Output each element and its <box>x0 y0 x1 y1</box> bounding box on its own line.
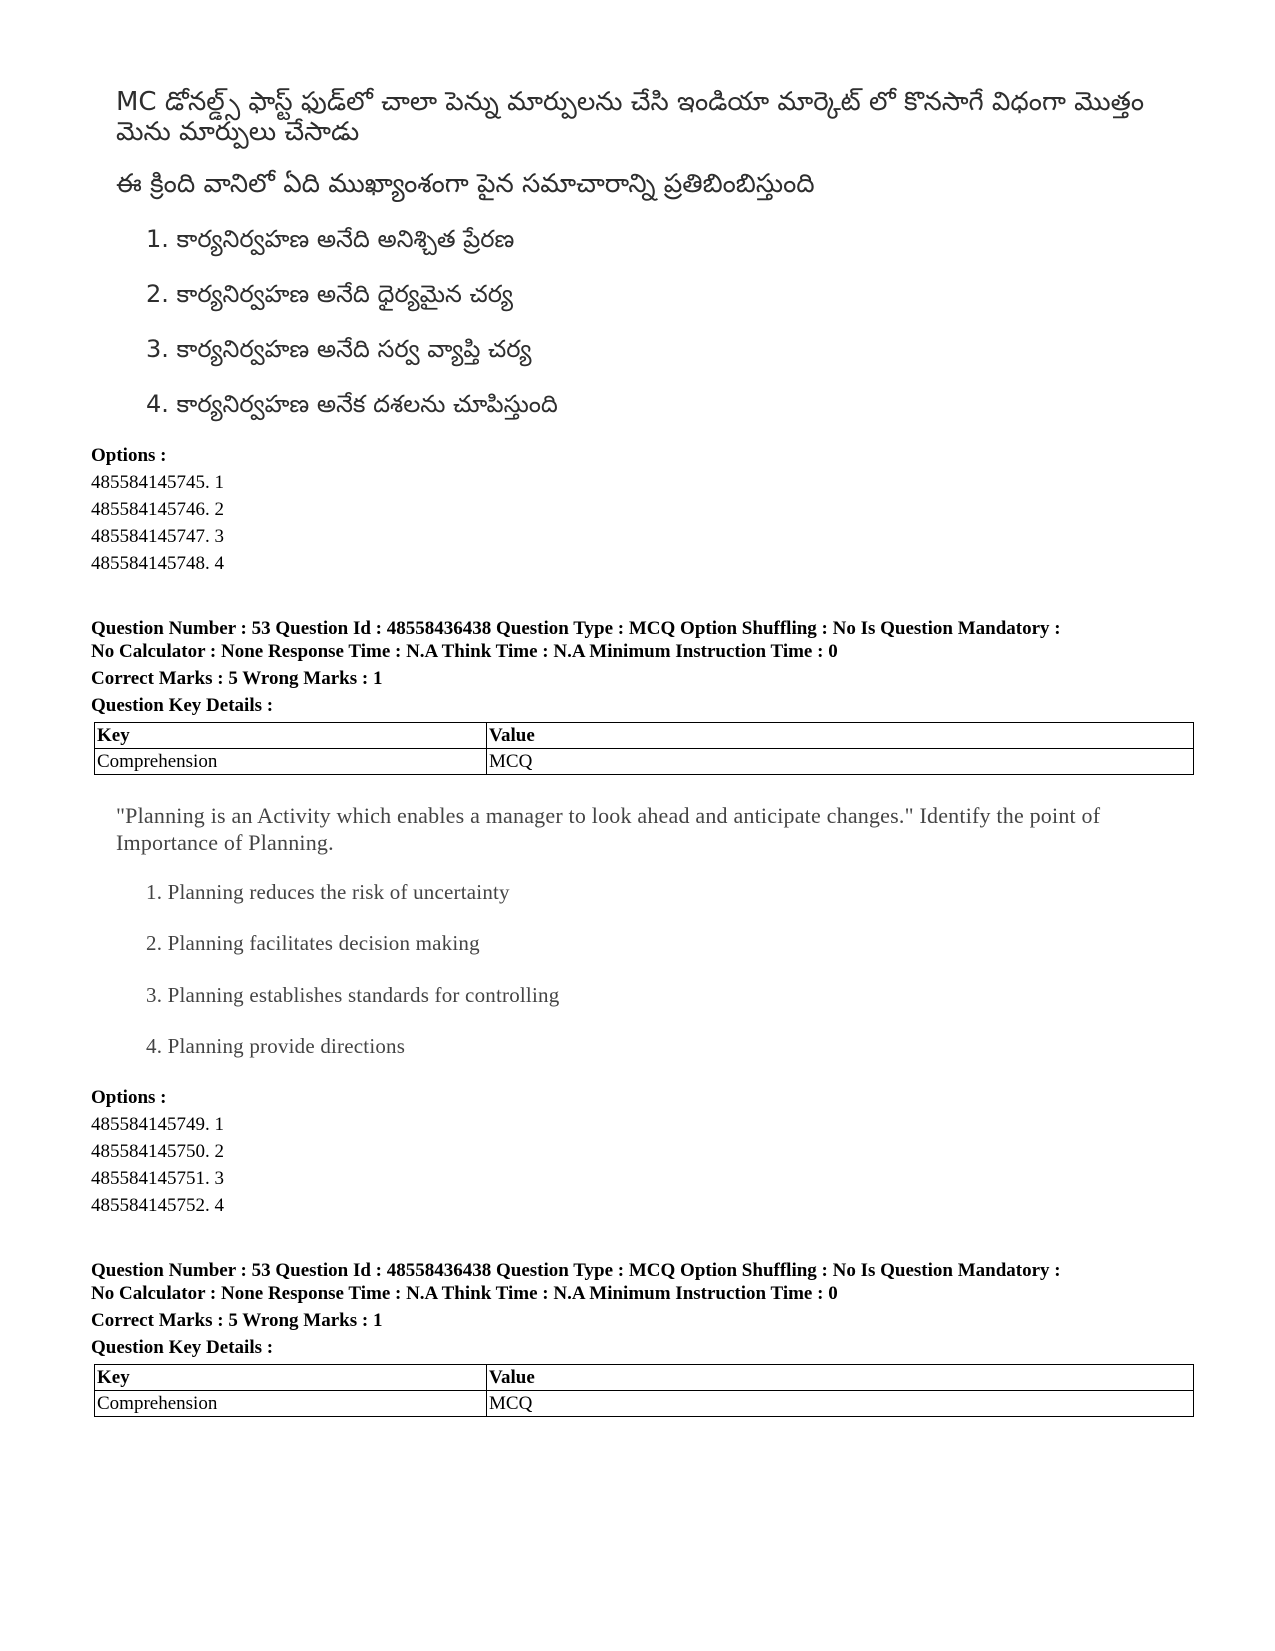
marks-line: Correct Marks : 5 Wrong Marks : 1 <box>91 1310 383 1331</box>
key-details-label: Question Key Details : <box>91 695 274 716</box>
table-cell-value: MCQ <box>487 1391 1194 1417</box>
table-row <box>95 749 1194 775</box>
question-option: 3. Planning establishes standards for controlling <box>146 983 560 1007</box>
options-label: Options : <box>91 1087 167 1108</box>
question-image-english <box>116 800 1176 1070</box>
marks-line: Correct Marks : 5 Wrong Marks : 1 <box>91 668 383 689</box>
table-header-row <box>95 1365 1194 1391</box>
table-header-value: Value <box>487 723 1194 749</box>
key-details-table <box>94 722 1194 775</box>
key-details-table <box>94 1364 1194 1417</box>
question-stem-line: Importance of Planning. <box>116 830 334 855</box>
question-stem-line: "Planning is an Activity which enables a manager to look ahead and anticipate changes." Identify the point of <box>116 803 1101 828</box>
table-cell-value: MCQ <box>487 749 1194 775</box>
question-meta-line: No Calculator : None Response Time : N.A Think Time : N.A Minimum Instruction Time : 0 <box>91 1283 838 1304</box>
question-stem-line: మెను మార్పులు చేసాడు <box>116 117 360 147</box>
question-option: 2. Planning facilitates decision making <box>146 931 480 955</box>
table-header-value: Value <box>487 1365 1194 1391</box>
question-stem-line: ఈ క్రింది వానిలో ఏది ముఖ్యాంశంగా పైన సమాచారాన్ని ప్రతిబింబిస్తుంది <box>116 169 815 199</box>
question-option: 1. Planning reduces the risk of uncertainty <box>146 880 510 904</box>
table-header-row <box>95 723 1194 749</box>
option-id: 485584145752. 4 <box>91 1195 224 1216</box>
table-cell-key: Comprehension <box>95 749 487 775</box>
question-stem-line: MC డోనల్డ్స్ ఫాస్ట్ ఫుడ్‌లో చాలా పెన్ను మార్పులను చేసి ఇండియా మార్కెట్ లో కొనసాగే విధంగా మొత్తం <box>116 87 1145 117</box>
question-image-telugu <box>116 80 1176 440</box>
table-header-key: Key <box>95 1365 487 1391</box>
options-label: Options : <box>91 445 167 466</box>
option-id: 485584145746. 2 <box>91 499 224 520</box>
table-header-key: Key <box>95 723 487 749</box>
option-id: 485584145749. 1 <box>91 1114 224 1135</box>
key-details-label: Question Key Details : <box>91 1337 274 1358</box>
option-id: 485584145751. 3 <box>91 1168 224 1189</box>
question-meta-line: No Calculator : None Response Time : N.A Think Time : N.A Minimum Instruction Time : 0 <box>91 641 838 662</box>
question-meta-line: Question Number : 53 Question Id : 48558436438 Question Type : MCQ Option Shuffling : No Is Question Mandatory : <box>91 1260 1061 1281</box>
option-id: 485584145748. 4 <box>91 553 224 574</box>
option-id: 485584145747. 3 <box>91 526 224 547</box>
table-row <box>95 1391 1194 1417</box>
table-cell-key: Comprehension <box>95 1391 487 1417</box>
question-option: 1. కార్యనిర్వహణ అనేది అనిశ్చిత ప్రేరణ <box>146 225 515 253</box>
question-option: 4. Planning provide directions <box>146 1034 406 1058</box>
option-id: 485584145750. 2 <box>91 1141 224 1162</box>
question-option: 2. కార్యనిర్వహణ అనేది ధైర్యమైన చర్య <box>146 280 513 308</box>
question-option: 3. కార్యనిర్వహణ అనేది సర్వ వ్యాప్తి చర్య <box>146 335 532 363</box>
question-option: 4. కార్యనిర్వహణ అనేక దశలను చూపిస్తుంది <box>146 390 558 418</box>
question-meta-line: Question Number : 53 Question Id : 48558436438 Question Type : MCQ Option Shuffling : No Is Question Mandatory : <box>91 618 1061 639</box>
option-id: 485584145745. 1 <box>91 472 224 493</box>
